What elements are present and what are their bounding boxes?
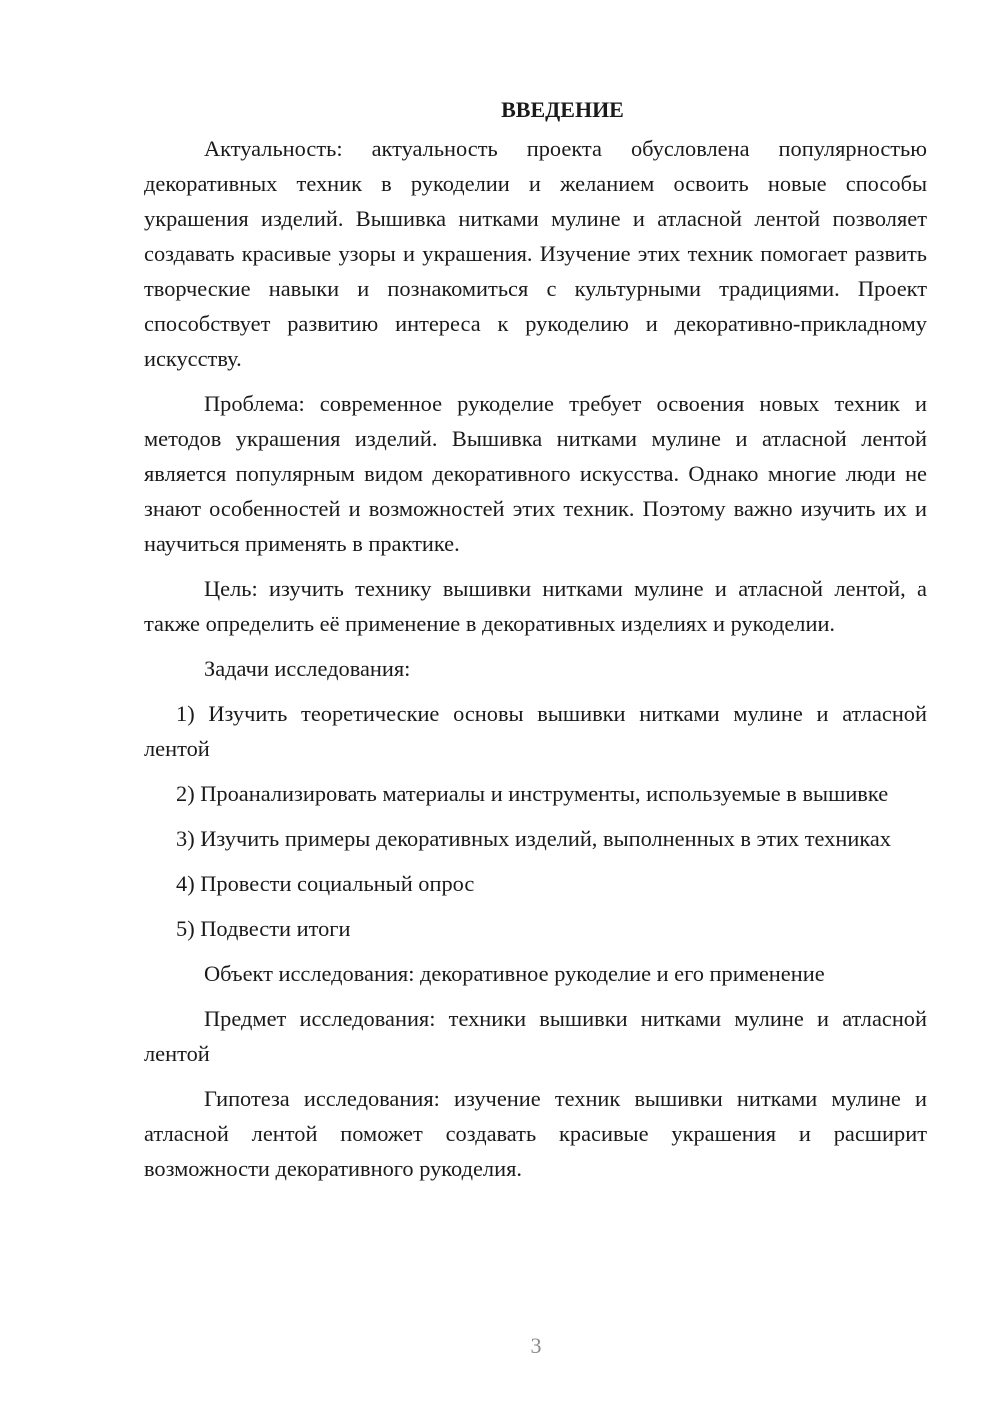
- list-item: 2) Проанализировать материалы и инструменты, используемые в вышивке: [176, 781, 889, 806]
- goal-paragraph: Цель: изучить технику вышивки нитками мулине и атласной лентой, а также определить её применение в декоративных изделиях и рукоделии.: [144, 576, 927, 636]
- document-page: [144, 92, 927, 1196]
- list-item: 5) Подвести итоги: [176, 916, 351, 941]
- tasks-list: [144, 696, 927, 946]
- list-item: 4) Провести социальный опрос: [176, 871, 475, 896]
- subject-paragraph: Предмет исследования: техники вышивки нитками мулине и атласной лентой: [144, 1006, 927, 1066]
- tasks-heading: Задачи исследования:: [204, 656, 411, 681]
- page-number: 3: [530, 1333, 542, 1358]
- hypothesis-paragraph: Гипотеза исследования: изучение техник вышивки нитками мулине и атласной лентой поможет создавать красивые украшения и расширит возможности декоративного рукоделия.: [144, 1086, 927, 1181]
- list-item: 3) Изучить примеры декоративных изделий, выполненных в этих техниках: [176, 826, 891, 851]
- problem-paragraph: Проблема: современное рукоделие требует освоения новых техник и методов украшения изделий. Вышивка нитками мулине и атласной лентой является популярным видом декоративного искусства. Однако многие люди не знают особенностей и возможностей этих техник. Поэтому важно изучить их и научиться применять в практике.: [144, 391, 927, 556]
- object-paragraph: Объект исследования: декоративное рукоделие и его применение: [204, 961, 825, 986]
- list-item: 1) Изучить теоретические основы вышивки нитками мулине и атласной лентой: [144, 701, 927, 761]
- relevance-paragraph: Актуальность: актуальность проекта обусловлена популярностью декоративных техник в рукоделии и желанием освоить новые способы украшения изделий. Вышивка нитками мулине и атласной лентой позволяет создавать красивые узоры и украшения. Изучение этих техник помогает развить творческие навыки и познакомиться с культурными традициями. Проект способствует развитию интереса к рукоделию и декоративно-прикладному искусству.: [144, 136, 927, 371]
- page-title: ВВЕДЕНИЕ: [501, 97, 624, 122]
